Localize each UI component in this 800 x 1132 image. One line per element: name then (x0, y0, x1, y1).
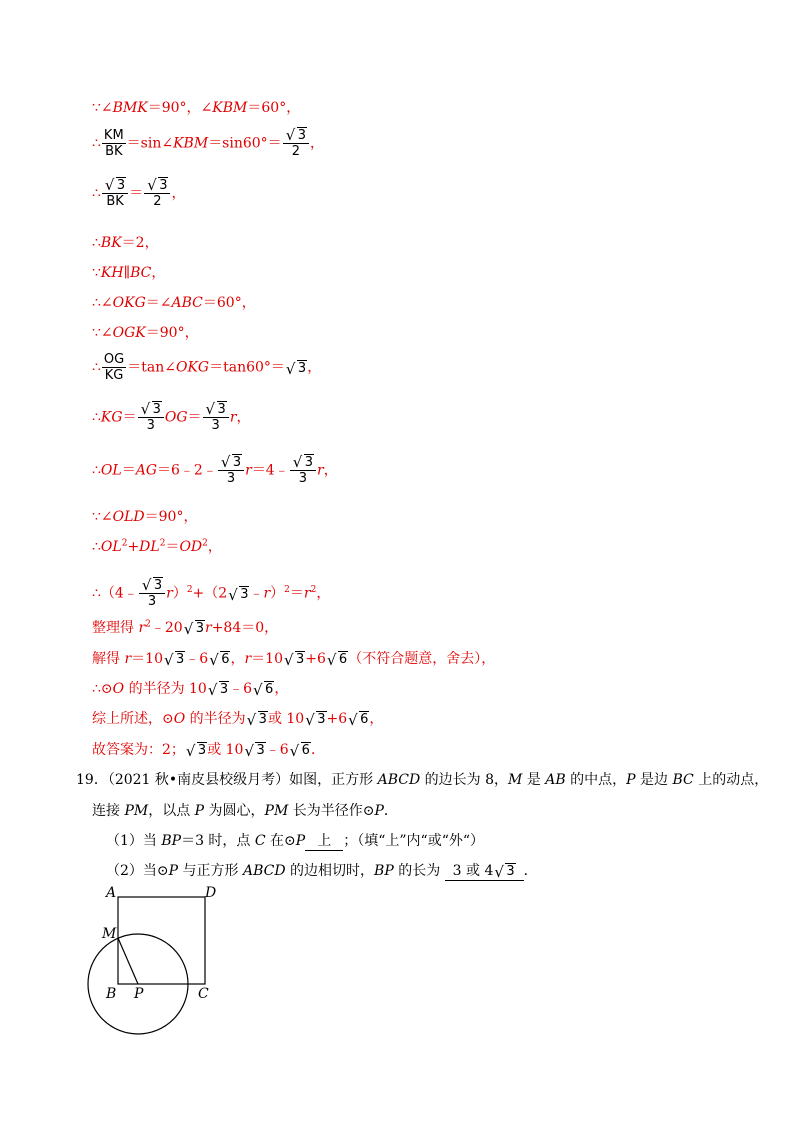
fraction-root3-over-2: √ $\frac{3}{2}$ (283, 128, 309, 159)
fraction-root3-over-3: √ $\frac{3}{3}$ (218, 455, 244, 486)
sqrt-6: √ 6 (327, 652, 348, 667)
sqrt-3: √ 3 (286, 361, 307, 376)
geometry-figure (80, 880, 240, 1040)
sqrt-6: √ 6 (209, 652, 230, 667)
solution-line-12: $\therefore OL^2+DL^2=OD^2$， (92, 538, 222, 555)
solution-line-6: ∴∠OKG＝∠ABC＝60°， (92, 295, 256, 311)
label-c: C (198, 986, 209, 1002)
solution-line-11: ∵∠OLD＝90°， (92, 509, 198, 525)
solution-line-4: ∴BK＝2， (92, 235, 159, 251)
fraction-root3-over-2: √ $\frac{3}{2}$ (144, 178, 170, 209)
sqrt-3: √ 3 (208, 682, 229, 697)
sqrt-3: √ 3 (228, 587, 249, 602)
fraction-root3-over-3: √ $\frac{3}{3}$ (290, 455, 316, 486)
solution-line-17: 综上所述，⊙O 的半径为√ 3或 10√ 3+6√ 6， (92, 708, 383, 728)
solution-line-14: 整理得 $r^2﹣20√$ 3r+84＝0， (92, 617, 278, 637)
sqrt-3: √ 3 (305, 712, 326, 727)
sqrt-3: √ 3 (494, 864, 515, 879)
sqrt-3: √ 3 (186, 743, 207, 758)
solution-line-18: 故答案为：2；√ 3或 10√ 3﹣6√ 6． (92, 739, 325, 759)
solution-line-2: ∴ $\frac{KM}{BK}$ ＝sin∠KBM＝sin60°＝ √ $\frac{3}{2}$ ， (92, 128, 324, 159)
answer-blank-2: 3 或 4√ 3 (445, 860, 524, 881)
fraction-root3-over-3: √ $\frac{3}{3}$ (138, 402, 164, 433)
solution-line-3: ∴ √ $\frac{3}{BK}$ ＝ √ $\frac{3}{2}$ ， (92, 178, 185, 209)
question-19-part-1: （1）当 BP＝3 时，点 C 在⊙P 上 ；（填“上”内“或“外“） (106, 830, 484, 851)
solution-line-5: ∵KH∥BC， (92, 265, 166, 281)
fraction-og-kg: $\frac{OG}{KG}$ (103, 352, 125, 383)
question-19-line-1: 19．（2021 秋•南皮县校级月考）如图，正方形 ABCD 的边长为 8，M 是 AB 的中点，P 是边 BC 上的动点， (76, 772, 769, 788)
solution-line-15: 解得 r＝10√ 3﹣6√ 6，r＝10√ 3+6√ 6（不符合题意，舍去）， (92, 648, 495, 668)
answer-blank-1: 上 (305, 830, 343, 851)
sqrt-6: √ 6 (290, 743, 311, 758)
solution-line-1: ∵∠BMK＝90°，∠KBM＝60°， (92, 100, 301, 116)
fraction-root3-over-3: √ $\frac{3}{3}$ (203, 402, 229, 433)
sqrt-3: √ 3 (284, 652, 305, 667)
fraction-km-bk: $\frac{KM}{BK}$ (103, 128, 124, 159)
solution-line-13: ∴（4﹣ √ $\frac{3}{3}$ r）$^2$+（2√ $3﹣r)^2=r^2$， (92, 578, 330, 609)
solution-line-10: ∴OL＝AG＝6﹣2﹣ √ $\frac{3}{3}$ r＝4﹣ √ $\frac{3}{3}$ r， (92, 455, 338, 486)
sqrt-3: √ 3 (244, 743, 265, 758)
question-number: 19． (76, 772, 108, 788)
sqrt-3: √ 3 (184, 621, 205, 636)
solution-line-16: ∴⊙O 的半径为 10√ 3﹣6√ 6， (92, 678, 288, 698)
sqrt-6: √ 6 (253, 682, 274, 697)
sqrt-3: √ 3 (247, 712, 268, 727)
solution-line-9: ∴KG＝ √ $\frac{3}{3}$ OG＝ √ $\frac{3}{3}$ r， (92, 402, 251, 433)
label-b: B (106, 986, 117, 1002)
question-source: （2021 秋•南皮县校级月考） (107, 772, 290, 788)
fraction-root3-over-3: √ $\frac{3}{3}$ (139, 578, 165, 609)
question-19-part-2: （2）当⊙P 与正方形 ABCD 的边相切时，BP 的长为 3 或 4√ 3 ． (106, 860, 538, 881)
question-19-line-2: 连接 PM，以点 P 为圆心，PM 长为半径作⊙P． (92, 803, 398, 819)
sqrt-6: √ 6 (348, 712, 369, 727)
solution-line-7: ∵∠OGK＝90°， (92, 325, 199, 341)
sqrt-3: √ 3 (164, 652, 185, 667)
segment-pm (118, 938, 138, 984)
label-m: M (102, 926, 117, 942)
fraction-root3-bk: √ $\frac{3}{BK}$ (102, 178, 128, 209)
label-a: A (106, 885, 117, 901)
label-d: D (205, 885, 217, 901)
label-p: P (134, 986, 144, 1002)
solution-line-8: ∴ $\frac{OG}{KG}$ ＝tan∠OKG＝tan60°＝√ 3， (92, 352, 321, 383)
